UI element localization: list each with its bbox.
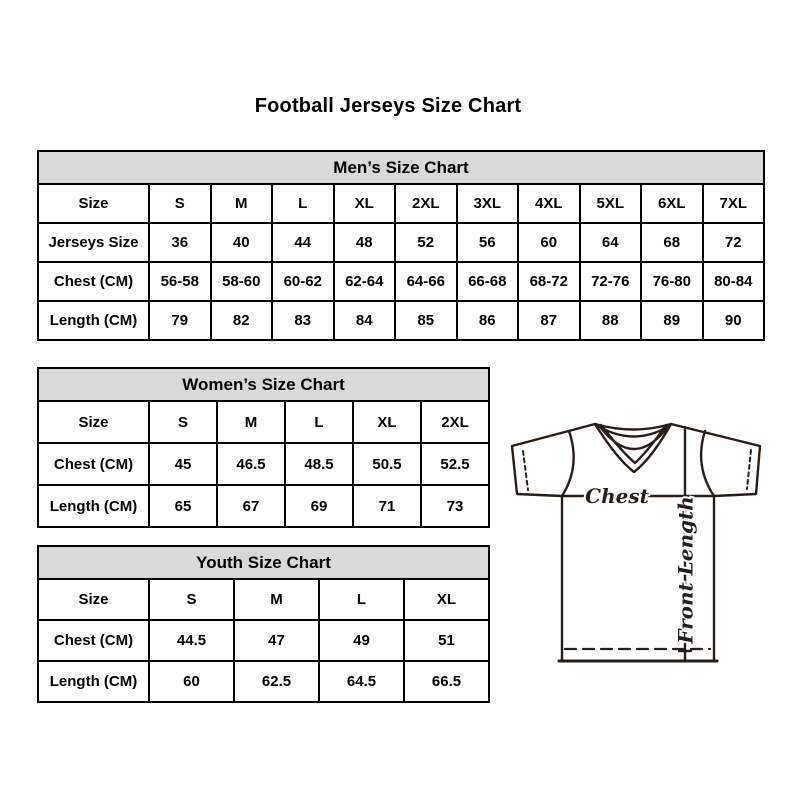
size-cell: M xyxy=(234,579,319,620)
table-title-row xyxy=(38,368,489,401)
size-cell: L xyxy=(285,401,353,443)
size-cell: 3XL xyxy=(457,184,519,223)
size-cell: 62-64 xyxy=(334,262,396,301)
size-cell: 89 xyxy=(641,301,703,340)
row-label: Chest (CM) xyxy=(38,262,149,301)
size-cell: 84 xyxy=(334,301,396,340)
table-row xyxy=(38,223,764,262)
size-cell: 79 xyxy=(149,301,211,340)
size-cell: S xyxy=(149,401,217,443)
chest-label: Chest xyxy=(585,484,649,508)
jersey-left-cuff-stitch xyxy=(523,451,528,490)
table-row xyxy=(38,301,764,340)
size-cell: 36 xyxy=(149,223,211,262)
size-cell: 69 xyxy=(285,485,353,527)
size-cell: 85 xyxy=(395,301,457,340)
jersey-measurement-diagram xyxy=(505,413,770,667)
size-cell: 52 xyxy=(395,223,457,262)
table-title-row xyxy=(38,151,764,184)
row-label: Jerseys Size xyxy=(38,223,149,262)
size-cell: S xyxy=(149,579,234,620)
row-label: Size xyxy=(38,401,149,443)
size-cell: 2XL xyxy=(395,184,457,223)
size-cell: 64 xyxy=(580,223,642,262)
size-cell: XL xyxy=(334,184,396,223)
table-row xyxy=(38,401,489,443)
size-cell: 60 xyxy=(518,223,580,262)
size-cell: 44.5 xyxy=(149,620,234,661)
row-label: Chest (CM) xyxy=(38,620,149,661)
size-cell: 68 xyxy=(641,223,703,262)
table-row xyxy=(38,579,489,620)
page-title: Football Jerseys Size Chart xyxy=(254,95,522,117)
size-cell: 58-60 xyxy=(211,262,273,301)
size-cell: 82 xyxy=(211,301,273,340)
size-cell: XL xyxy=(353,401,421,443)
row-label: Length (CM) xyxy=(38,661,149,702)
size-cell: L xyxy=(272,184,334,223)
size-cell: 5XL xyxy=(580,184,642,223)
size-cell: 50.5 xyxy=(353,443,421,485)
size-cell: 4XL xyxy=(518,184,580,223)
table-row xyxy=(38,661,489,702)
table-title-row xyxy=(38,546,489,579)
table-row xyxy=(38,620,489,661)
front-length-label: Front Length xyxy=(673,496,698,644)
size-cell: 2XL xyxy=(421,401,489,443)
size-cell: 49 xyxy=(319,620,404,661)
size-cell: 51 xyxy=(404,620,489,661)
size-cell: 68-72 xyxy=(518,262,580,301)
womens-table-title: Women’s Size Chart xyxy=(38,368,489,401)
size-cell: 45 xyxy=(149,443,217,485)
table-row xyxy=(38,443,489,485)
size-cell: 76-80 xyxy=(641,262,703,301)
size-cell: 80-84 xyxy=(703,262,765,301)
size-cell: 66.5 xyxy=(404,661,489,702)
table-row xyxy=(38,184,764,223)
size-cell: 88 xyxy=(580,301,642,340)
youth-table-title: Youth Size Chart xyxy=(38,546,489,579)
size-cell: 56 xyxy=(457,223,519,262)
size-cell: M xyxy=(211,184,273,223)
size-cell: 62.5 xyxy=(234,661,319,702)
mens-size-table xyxy=(37,150,765,341)
size-cell: 64-66 xyxy=(395,262,457,301)
size-cell: 86 xyxy=(457,301,519,340)
size-cell: 64.5 xyxy=(319,661,404,702)
size-cell: 56-58 xyxy=(149,262,211,301)
size-cell: 72 xyxy=(703,223,765,262)
size-cell: 90 xyxy=(703,301,765,340)
size-cell: XL xyxy=(404,579,489,620)
size-cell: M xyxy=(217,401,285,443)
size-cell: 73 xyxy=(421,485,489,527)
size-cell: 40 xyxy=(211,223,273,262)
size-cell: 46.5 xyxy=(217,443,285,485)
size-cell: 60-62 xyxy=(272,262,334,301)
size-cell: 60 xyxy=(149,661,234,702)
row-label: Length (CM) xyxy=(38,485,149,527)
row-label: Size xyxy=(38,579,149,620)
size-cell: 48 xyxy=(334,223,396,262)
jersey-right-cuff-stitch xyxy=(747,450,751,489)
table-row xyxy=(38,485,489,527)
row-label: Chest (CM) xyxy=(38,443,149,485)
size-cell: 87 xyxy=(518,301,580,340)
size-cell: S xyxy=(149,184,211,223)
size-cell: L xyxy=(319,579,404,620)
size-cell: 6XL xyxy=(641,184,703,223)
size-cell: 72-76 xyxy=(580,262,642,301)
youth-size-table xyxy=(37,545,490,703)
table-row xyxy=(38,262,764,301)
size-cell: 65 xyxy=(149,485,217,527)
size-cell: 83 xyxy=(272,301,334,340)
jersey-left-armhole-seam xyxy=(562,431,574,496)
size-cell: 48.5 xyxy=(285,443,353,485)
size-cell: 67 xyxy=(217,485,285,527)
size-cell: 47 xyxy=(234,620,319,661)
size-cell: 66-68 xyxy=(457,262,519,301)
row-label: Size xyxy=(38,184,149,223)
jersey-right-armhole-seam xyxy=(701,431,714,496)
mens-table-title: Men’s Size Chart xyxy=(38,151,764,184)
row-label: Length (CM) xyxy=(38,301,149,340)
womens-size-table xyxy=(37,367,490,528)
size-cell: 52.5 xyxy=(421,443,489,485)
size-cell: 7XL xyxy=(703,184,765,223)
size-cell: 44 xyxy=(272,223,334,262)
jersey-collar xyxy=(595,424,671,472)
size-cell: 71 xyxy=(353,485,421,527)
